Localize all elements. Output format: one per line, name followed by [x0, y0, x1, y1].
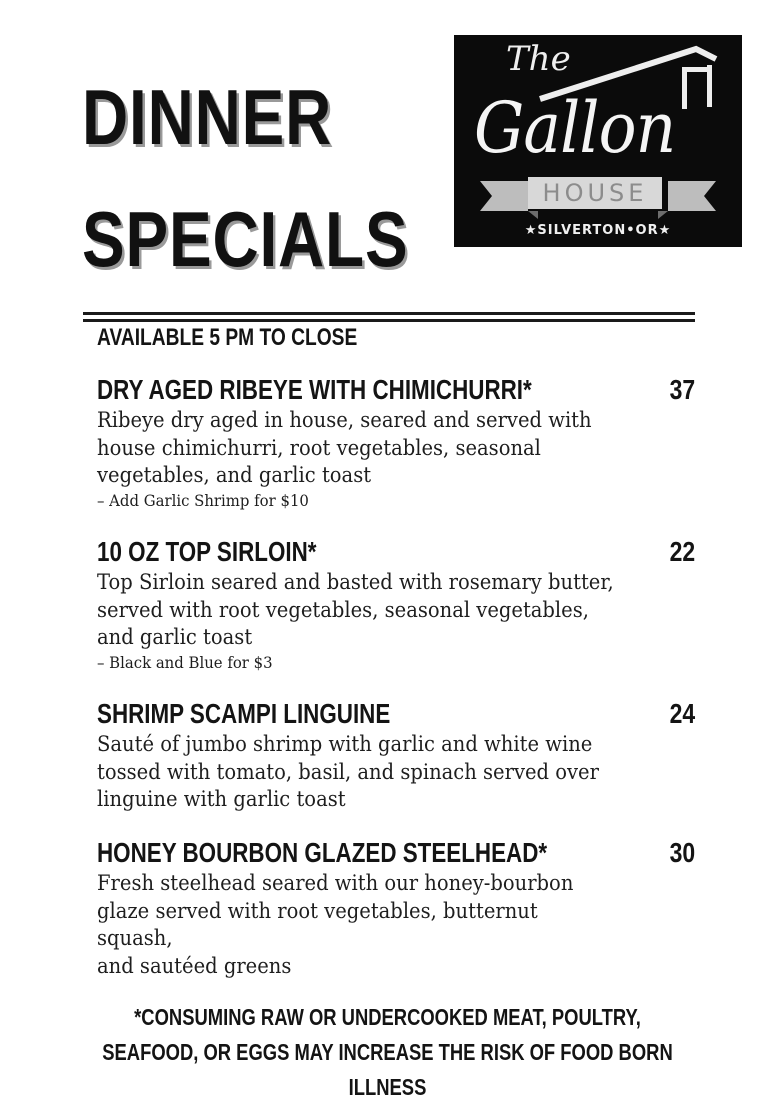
description-line: Fresh steelhead seared with our honey-bourbon: [97, 871, 574, 895]
menu-item-description: [97, 731, 618, 814]
description-line: house chimichurri, root vegetables, seasonal: [97, 435, 541, 460]
logo-the-text: The: [506, 39, 571, 79]
warning-line: ILLNESS: [348, 1074, 427, 1100]
description-line: Sauté of jumbo shrimp with garlic and white wine: [97, 732, 593, 756]
logo-location-text: ★SILVERTON•OR★: [524, 223, 672, 238]
menu-item-price: 24: [669, 698, 695, 729]
description-line: and garlic toast: [97, 625, 253, 649]
menu-item-name: HONEY BOURBON GLAZED STEELHEAD*: [97, 837, 548, 868]
logo-house-text: HOUSE: [528, 177, 662, 209]
description-line: vegetables, and garlic toast: [97, 463, 372, 487]
description-line: Ribeye dry aged in house, seared and served with: [97, 408, 592, 432]
description-line: and sautéed greens: [97, 953, 292, 978]
menu-item-price: 22: [669, 536, 695, 567]
menu-item-price: 37: [669, 374, 695, 405]
description-line: served with root vegetables, seasonal vegetables,: [97, 597, 589, 622]
description-line: Top Sirloin seared and basted with rosemary butter,: [97, 570, 614, 594]
description-line: glaze served with root vegetables, butternut squash,: [97, 898, 538, 950]
divider-rule: [83, 312, 695, 315]
menu-item-description: [97, 870, 618, 980]
menu-item-price: 30: [669, 837, 695, 868]
page-title-line-1: DINNER: [82, 73, 333, 161]
divider-rule: [83, 319, 695, 322]
description-line: linguine with garlic toast: [97, 787, 346, 811]
menu-item-note: – Black and Blue for $3: [97, 653, 273, 672]
page-title-line-2: SPECIALS: [82, 195, 409, 283]
warning-line: *CONSUMING RAW OR UNDERCOOKED MEAT, POULTRY,: [134, 1004, 641, 1030]
warning-line: SEAFOOD, OR EGGS MAY INCREASE THE RISK OF FOOD BORN: [102, 1039, 673, 1065]
restaurant-logo: [454, 35, 742, 247]
food-safety-warning: [0, 1000, 775, 1105]
menu-item-name: DRY AGED RIBEYE WITH CHIMICHURRI*: [97, 374, 532, 405]
menu-item-name: SHRIMP SCAMPI LINGUINE: [97, 698, 391, 729]
logo-name-text: Gallon: [474, 87, 676, 169]
menu-item-name: 10 OZ TOP SIRLOIN*: [97, 536, 317, 567]
description-line: tossed with tomato, basil, and spinach served over: [97, 759, 599, 784]
menu-item-description: [97, 569, 618, 652]
availability-text: AVAILABLE 5 PM TO CLOSE: [97, 324, 358, 351]
menu-item-description: [97, 407, 618, 490]
menu-item-note: – Add Garlic Shrimp for $10: [97, 491, 309, 510]
